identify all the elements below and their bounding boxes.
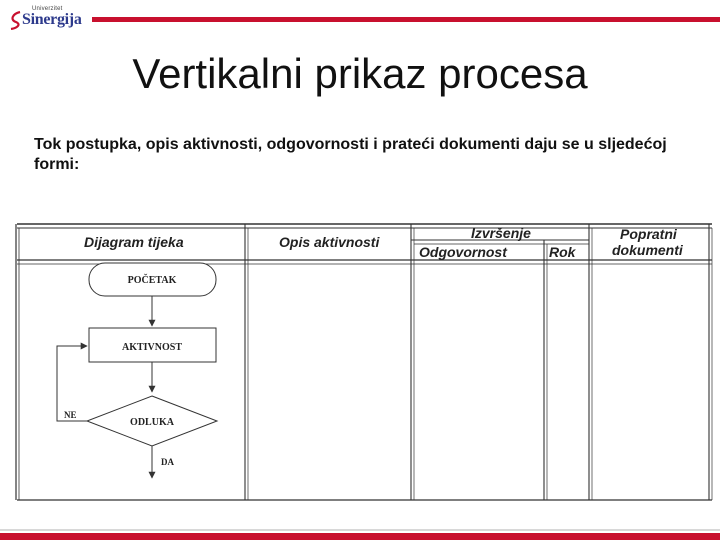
logo-subtitle: Univerzitet (32, 6, 63, 12)
footer-shadow (0, 529, 720, 531)
header-responsibility: Odgovornost (419, 244, 507, 260)
header-documents-line2: dokumenti (612, 242, 683, 258)
start-label: POČETAK (127, 275, 177, 286)
header-bar (0, 0, 720, 40)
footer-bar (0, 533, 720, 540)
activity-label: AKTIVNOST (121, 342, 183, 353)
header-divider (92, 17, 720, 22)
slide-body-text: Tok postupka, opis aktivnosti, odgovornosti i prateći dokumenti daju se u sljedećoj formi: (34, 136, 667, 173)
header-description: Opis aktivnosti (279, 234, 380, 250)
slide-title: Vertikalni prikaz procesa (132, 50, 588, 97)
flowchart (57, 263, 217, 478)
university-logo (8, 6, 92, 34)
header-execution: Izvršenje (471, 225, 531, 241)
process-form-diagram (14, 220, 720, 505)
yes-label: DA (161, 457, 174, 467)
header-diagram: Dijagram tijeka (84, 234, 184, 250)
header-documents-line1: Popratni (620, 226, 677, 242)
decision-label: ODLUKA (130, 417, 174, 428)
logo-name: Sinergija (22, 11, 82, 28)
no-label: NE (64, 410, 77, 420)
header-deadline: Rok (549, 244, 576, 260)
